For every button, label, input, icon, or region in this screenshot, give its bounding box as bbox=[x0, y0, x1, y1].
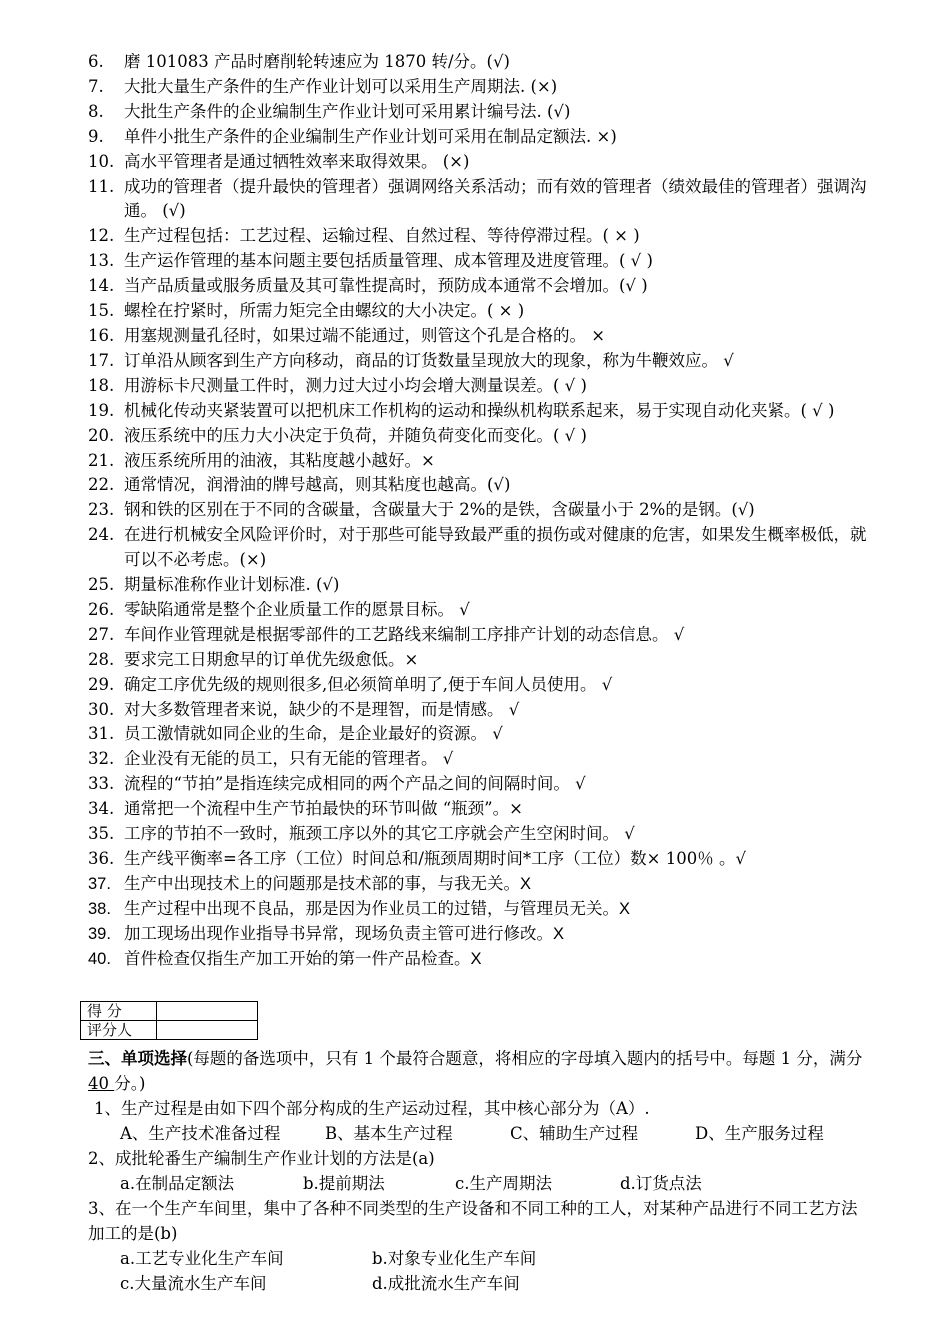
list-item bbox=[88, 449, 868, 474]
list-item bbox=[88, 598, 868, 623]
item-text: 员工激情就如同企业的生命，是企业最好的资源。 √ bbox=[124, 724, 503, 744]
item-text: 生产过程包括：工艺过程、运输过程、自然过程、等待停滞过程。( × ) bbox=[124, 226, 640, 246]
list-item bbox=[88, 673, 868, 698]
item-number: 39. bbox=[88, 924, 111, 943]
list-item bbox=[88, 249, 868, 274]
item-text: 确定工序优先级的规则很多,但必须简单明了,便于车间人员使用。 √ bbox=[124, 674, 613, 694]
list-item bbox=[88, 75, 868, 100]
item-number: 35. bbox=[88, 824, 115, 844]
list-item bbox=[88, 722, 868, 747]
list-item bbox=[88, 922, 868, 947]
item-text: 液压系统所用的油液，其粘度越小越好。× bbox=[124, 450, 435, 470]
item-text: 生产运作管理的基本问题主要包括质量管理、成本管理及进度管理。( √ ) bbox=[124, 251, 653, 271]
option: d.订货点法 bbox=[620, 1174, 702, 1193]
item-number: 29. bbox=[88, 674, 115, 694]
item-number: 36. bbox=[88, 849, 115, 868]
list-item bbox=[88, 299, 868, 324]
item-number: 22. bbox=[88, 475, 115, 495]
item-text: 高水平管理者是通过牺牲效率来取得效果。 (×) bbox=[124, 151, 470, 171]
list-item bbox=[88, 747, 868, 772]
item-text: 大批大量生产条件的生产作业计划可以采用生产周期法. (×) bbox=[124, 76, 558, 96]
option: B、基本生产过程 bbox=[325, 1124, 453, 1143]
section-description-end: 分。) bbox=[114, 1074, 146, 1093]
item-text: 用塞规测量孔径时，如果过端不能通过，则管这个孔是合格的。 × bbox=[124, 325, 606, 345]
list-item bbox=[88, 897, 868, 922]
item-number: 10. bbox=[88, 151, 115, 171]
item-text: 机械化传动夹紧装置可以把机床工作机构的运动和操纵机构联系起来，易于实现自动化夹紧。( √ ) bbox=[124, 400, 835, 420]
item-number: 17. bbox=[88, 350, 115, 370]
list-item bbox=[88, 623, 868, 648]
section-points: 40 bbox=[88, 1074, 115, 1093]
list-item bbox=[88, 175, 868, 225]
item-text: 对大多数管理者来说，缺少的不是理智，而是情感。 √ bbox=[124, 699, 520, 719]
option: A、生产技术准备过程 bbox=[120, 1124, 281, 1143]
item-text: 工序的节拍不一致时，瓶颈工序以外的其它工序就会产生空闲时间。 √ bbox=[124, 824, 635, 844]
item-text: 流程的“节拍”是指连续完成相同的两个产品之间的间隔时间。 √ bbox=[124, 774, 586, 794]
item-number: 15. bbox=[88, 301, 115, 321]
item-text: 要求完工日期愈早的订单优先级愈低。× bbox=[124, 649, 419, 669]
list-item bbox=[88, 573, 868, 598]
list-item bbox=[88, 523, 868, 573]
item-number: 23. bbox=[88, 500, 115, 520]
item-text: 液压系统中的压力大小决定于负荷，并随负荷变化而变化。( √ ) bbox=[124, 425, 587, 445]
list-item bbox=[88, 947, 868, 972]
item-text: 通常把一个流程中生产节拍最快的环节叫做 “瓶颈”。× bbox=[124, 799, 523, 819]
option: b.提前期法 bbox=[303, 1174, 385, 1193]
item-number: 14. bbox=[88, 276, 115, 296]
question-3: 3、在一个生产车间里，集中了各种不同类型的生产设备和不同工种的工人，对某种产品进行不同工艺方法加工的是(b) bbox=[88, 1199, 858, 1243]
item-text: 当产品质量或服务质量及其可靠性提高时，预防成本通常不会增加。(√ ) bbox=[124, 276, 648, 296]
list-item bbox=[88, 150, 868, 175]
option: a.在制品定额法 bbox=[120, 1174, 235, 1193]
item-text: 单件小批生产条件的企业编制生产作业计划可采用在制品定额法. ×) bbox=[124, 126, 617, 146]
item-text: 大批生产条件的企业编制生产作业计划可采用累计编号法. (√) bbox=[124, 101, 571, 121]
list-item bbox=[88, 399, 868, 424]
score-value-cell bbox=[157, 1002, 258, 1021]
item-text: 首件检查仅指生产加工开始的第一件产品检查。X bbox=[124, 949, 482, 968]
item-text: 生产线平衡率=各工序（工位）时间总和/瓶颈周期时间*工序（工位）数× 100％ 。√ bbox=[124, 849, 746, 868]
item-number: 6. bbox=[88, 52, 104, 71]
list-item bbox=[88, 274, 868, 299]
item-text: 加工现场出现作业指导书异常，现场负责主管可进行修改。X bbox=[124, 924, 565, 943]
item-number: 8. bbox=[88, 101, 104, 121]
list-item bbox=[88, 772, 868, 797]
item-text: 零缺陷通常是整个企业质量工作的愿景目标。 √ bbox=[124, 599, 470, 619]
item-number: 38. bbox=[88, 899, 111, 918]
item-text: 生产过程中出现不良品，那是因为作业员工的过错，与管理员无关。X bbox=[124, 899, 631, 918]
item-text: 通常情况，润滑油的牌号越高，则其粘度也越高。(√) bbox=[124, 475, 511, 495]
item-number: 32. bbox=[88, 749, 115, 769]
item-number: 28. bbox=[88, 649, 115, 669]
grader-value-cell bbox=[157, 1021, 258, 1040]
item-number: 20. bbox=[88, 425, 115, 445]
section-description: (每题的备选项中，只有 1 个最符合题意，将相应的字母填入题内的括号中。每题 1 分，满分 bbox=[187, 1049, 863, 1068]
list-item bbox=[88, 498, 868, 523]
list-item bbox=[88, 872, 868, 897]
score-label: 得 分 bbox=[81, 1002, 157, 1021]
option: a.工艺专业化生产车间 bbox=[120, 1249, 284, 1268]
item-number: 37. bbox=[88, 874, 111, 893]
item-number: 12. bbox=[88, 226, 115, 246]
item-number: 16. bbox=[88, 325, 115, 345]
section-heading bbox=[88, 1046, 864, 1096]
option: D、生产服务过程 bbox=[695, 1124, 824, 1143]
item-number: 24. bbox=[88, 525, 115, 545]
list-item bbox=[88, 50, 868, 75]
item-number: 30. bbox=[88, 699, 115, 719]
option: C、辅助生产过程 bbox=[510, 1124, 639, 1143]
item-number: 40. bbox=[88, 949, 111, 968]
item-number: 11. bbox=[88, 176, 115, 196]
item-number: 25. bbox=[88, 575, 115, 595]
question-2: 2、成批轮番生产编制生产作业计划的方法是(a) bbox=[88, 1149, 435, 1168]
question-1: 1、生产过程是由如下四个部分构成的生产运动过程，其中核心部分为（A）. bbox=[94, 1099, 650, 1118]
item-text: 期量标准称作业计划标准. (√) bbox=[124, 575, 340, 595]
item-text: 在进行机械安全风险评价时，对于那些可能导致最严重的损伤或对健康的危害，如果发生概率极低，就可以不必考虑。(×) bbox=[124, 525, 867, 570]
item-text: 成功的管理者（提升最快的管理者）强调网络关系活动；而有效的管理者（绩效最佳的管理者）强调沟通。 (√) bbox=[124, 176, 867, 221]
list-item bbox=[88, 797, 868, 822]
item-number: 31. bbox=[88, 724, 115, 744]
item-number: 33. bbox=[88, 774, 115, 794]
item-number: 13. bbox=[88, 251, 115, 271]
list-item bbox=[88, 648, 868, 673]
item-number: 7. bbox=[88, 76, 104, 96]
score-table bbox=[80, 1001, 258, 1040]
list-item bbox=[88, 100, 868, 125]
item-number: 18. bbox=[88, 375, 115, 395]
option: d.成批流水生产车间 bbox=[372, 1274, 520, 1293]
item-text: 车间作业管理就是根据零部件的工艺路线来编制工序排产计划的动态信息。 √ bbox=[124, 624, 685, 644]
item-number: 26. bbox=[88, 599, 115, 619]
item-text: 用游标卡尺测量工件时，测力过大过小均会增大测量误差。( √ ) bbox=[124, 375, 587, 395]
item-text: 生产中出现技术上的问题那是技术部的事，与我无关。X bbox=[124, 874, 532, 893]
item-number: 34. bbox=[88, 799, 115, 819]
list-item bbox=[88, 822, 868, 847]
item-number: 19. bbox=[88, 400, 115, 420]
item-text: 螺栓在拧紧时，所需力矩完全由螺纹的大小决定。( × ) bbox=[124, 301, 525, 321]
list-item bbox=[88, 374, 868, 399]
list-item bbox=[88, 473, 868, 498]
list-item bbox=[88, 224, 868, 249]
item-text: 订单沿从顾客到生产方向移动，商品的订货数量呈现放大的现象，称为牛鞭效应。 √ bbox=[124, 350, 734, 370]
list-item bbox=[88, 424, 868, 449]
section-title: 三、单项选择 bbox=[88, 1049, 187, 1068]
true-false-list bbox=[88, 50, 868, 972]
option: b.对象专业化生产车间 bbox=[372, 1249, 537, 1268]
option: c.大量流水生产车间 bbox=[120, 1274, 267, 1293]
list-item bbox=[88, 847, 868, 872]
item-text: 磨 101083 产品时磨削轮转速应为 1870 转/分。(√) bbox=[124, 52, 510, 71]
item-number: 27. bbox=[88, 624, 115, 644]
grader-label: 评分人 bbox=[81, 1021, 157, 1040]
list-item bbox=[88, 125, 868, 150]
list-item bbox=[88, 698, 868, 723]
item-text: 钢和铁的区别在于不同的含碳量，含碳量大于 2%的是铁，含碳量小于 2%的是钢。(√) bbox=[124, 500, 755, 520]
item-number: 9. bbox=[88, 126, 104, 146]
list-item bbox=[88, 324, 868, 349]
list-item bbox=[88, 349, 868, 374]
option: c.生产周期法 bbox=[455, 1174, 552, 1193]
item-number: 21. bbox=[88, 450, 115, 470]
item-text: 企业没有无能的员工，只有无能的管理者。 √ bbox=[124, 749, 454, 769]
